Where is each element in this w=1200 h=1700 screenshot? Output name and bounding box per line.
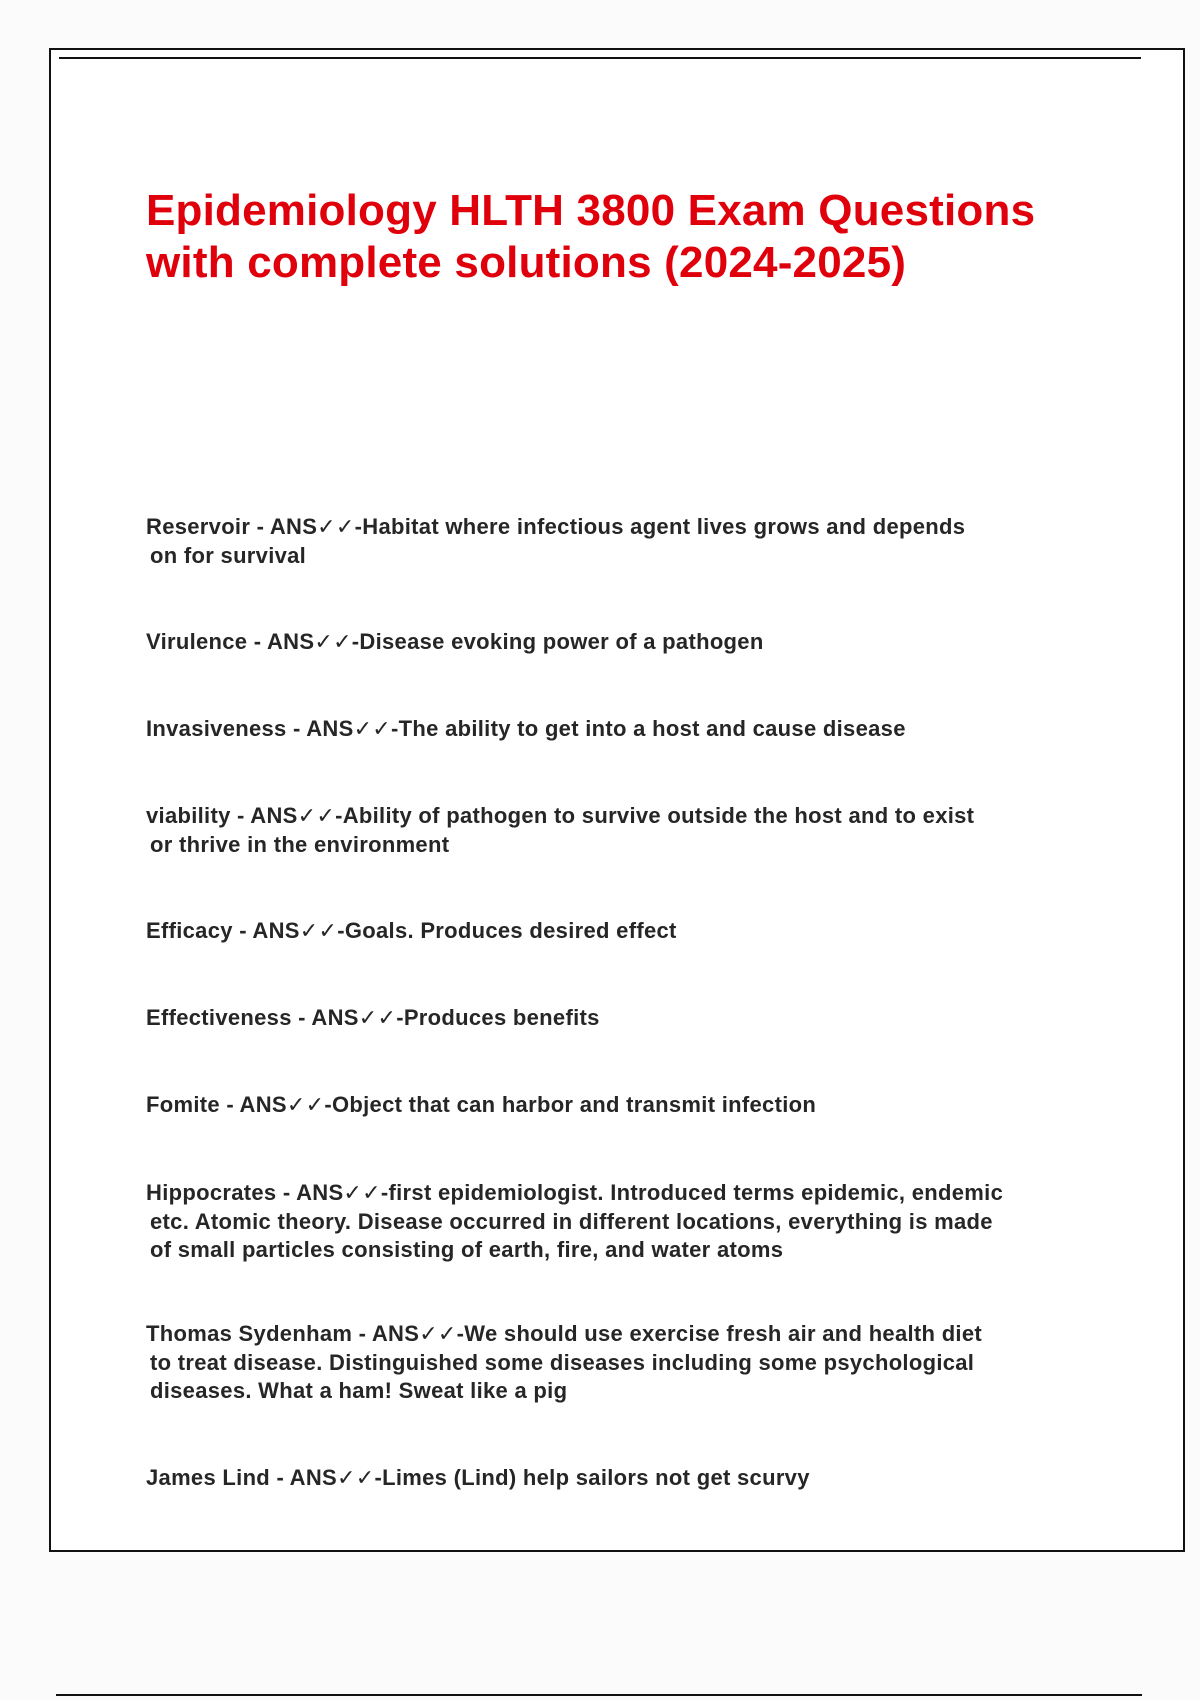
qa-line: Virulence - ANS✓✓-Disease evoking power of a pathogen	[146, 629, 764, 654]
qa-item-efficacy	[146, 917, 1136, 946]
page-frame	[49, 48, 1185, 1552]
qa-item-reservoir	[146, 513, 1136, 570]
qa-line: Effectiveness - ANS✓✓-Produces benefits	[146, 1005, 600, 1030]
qa-line: of small particles consisting of earth, fire, and water atoms	[150, 1237, 784, 1262]
qa-line: or thrive in the environment	[150, 831, 450, 857]
qa-item-effectiveness	[146, 1004, 1136, 1033]
qa-item-invasiveness	[146, 715, 1136, 744]
title-line-2: with complete solutions (2024-2025)	[146, 238, 907, 287]
qa-line: diseases. What a ham! Sweat like a pig	[150, 1378, 568, 1403]
qa-line: etc. Atomic theory. Disease occurred in different locations, everything is made	[150, 1208, 993, 1234]
qa-line: viability - ANS✓✓-Ability of pathogen to survive outside the host and to exist	[146, 803, 975, 828]
qa-item-viability	[146, 802, 1136, 859]
qa-line: Thomas Sydenham - ANS✓✓-We should use exercise fresh air and health diet	[146, 1321, 983, 1346]
title-line-1: Epidemiology HLTH 3800 Exam Questions	[146, 186, 1036, 235]
qa-line: to treat disease. Distinguished some diseases including some psychological	[150, 1349, 975, 1375]
document-title	[146, 185, 1106, 289]
qa-item-thomas-sydenham	[146, 1320, 1136, 1406]
qa-item-fomite	[146, 1091, 1136, 1120]
qa-line: Reservoir - ANS✓✓-Habitat where infectious agent lives grows and depends	[146, 514, 966, 539]
qa-line: on for survival	[150, 542, 307, 568]
qa-item-james-lind	[146, 1464, 1136, 1493]
qa-line: Efficacy - ANS✓✓-Goals. Produces desired effect	[146, 918, 677, 943]
top-rule	[59, 57, 1141, 59]
qa-line: Hippocrates - ANS✓✓-first epidemiologist. Introduced terms epidemic, endemic	[146, 1180, 1004, 1205]
qa-line: Invasiveness - ANS✓✓-The ability to get into a host and cause disease	[146, 716, 906, 741]
qa-line: Fomite - ANS✓✓-Object that can harbor and transmit infection	[146, 1092, 817, 1117]
qa-item-hippocrates	[146, 1179, 1136, 1265]
qa-item-virulence	[146, 628, 1136, 657]
bottom-rule	[56, 1694, 1142, 1696]
qa-line: James Lind - ANS✓✓-Limes (Lind) help sailors not get scurvy	[146, 1465, 810, 1490]
